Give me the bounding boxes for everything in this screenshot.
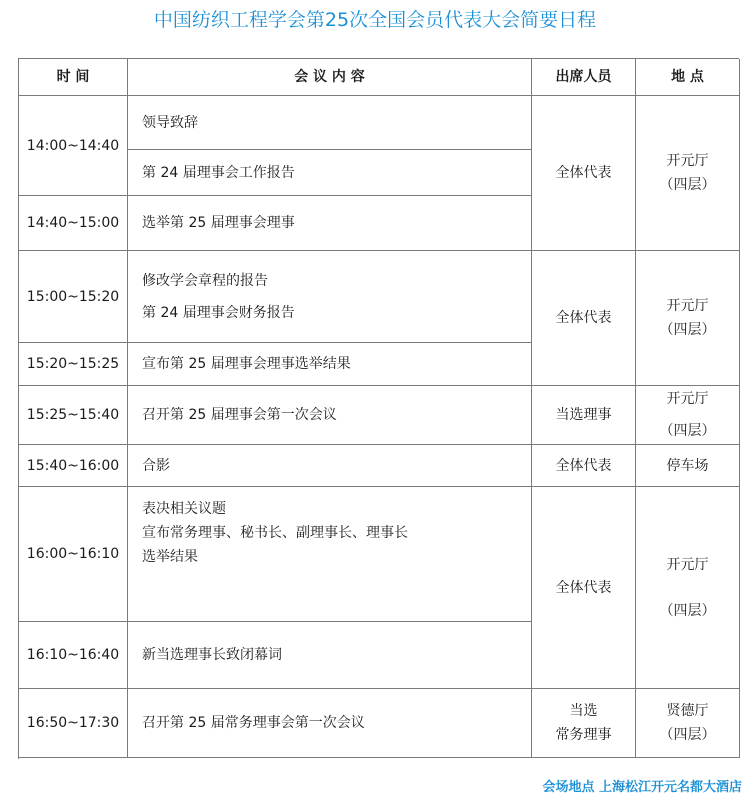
- location-floor: （四层）: [659, 177, 716, 193]
- location-cell: [636, 386, 740, 445]
- header-content: 会 议 内 容: [128, 59, 532, 96]
- agenda-item: 新当选理事长致闭幕词: [128, 622, 532, 689]
- row-time: 14:00~14:40: [19, 96, 128, 196]
- schedule-table: [18, 58, 739, 759]
- venue-footer: 会场地点 上海松江开元名都大酒店: [542, 780, 742, 795]
- attendees-line: 常务理事: [555, 727, 612, 743]
- location-name: 开元厅: [666, 153, 709, 169]
- row-time: 15:25~15:40: [19, 386, 128, 445]
- agenda-line: 宣布常务理事、秘书长、副理事长、理事长: [142, 525, 408, 541]
- agenda-item: 召开第 25 届理事会第一次会议: [128, 386, 532, 445]
- location-cell: [636, 689, 740, 758]
- header-location: 地 点: [636, 59, 740, 96]
- location-floor: （四层）: [659, 423, 716, 439]
- location-floor: （四层）: [659, 602, 716, 619]
- agenda-item: 召开第 25 届常务理事会第一次会议: [128, 689, 532, 758]
- agenda-item: 选举第 25 届理事会理事: [128, 196, 532, 251]
- agenda-line: 第 24 届理事会财务报告: [142, 304, 295, 321]
- row-time: 14:40~15:00: [19, 196, 128, 251]
- row-time: 15:00~15:20: [19, 251, 128, 343]
- attendees-cell: 当选理事: [532, 386, 636, 445]
- header-time: 时 间: [19, 59, 128, 96]
- row-time: 16:10~16:40: [19, 622, 128, 689]
- location-name: 贤德厅: [666, 703, 709, 719]
- agenda-item: [128, 251, 532, 343]
- attendees-cell: 全体代表: [532, 487, 636, 689]
- header-attendees: 出席人员: [532, 59, 636, 96]
- attendees-line: 当选: [569, 703, 598, 719]
- location-cell: [636, 251, 740, 386]
- location-name: 开元厅: [666, 556, 709, 573]
- agenda-item: 宣布第 25 届理事会理事选举结果: [128, 343, 532, 386]
- agenda-item: 合影: [128, 445, 532, 487]
- agenda-item: 第 24 届理事会工作报告: [128, 150, 532, 196]
- row-time: 15:40~16:00: [19, 445, 128, 487]
- attendees-cell: [532, 689, 636, 758]
- location-floor: （四层）: [659, 727, 716, 743]
- attendees-cell: 全体代表: [532, 445, 636, 487]
- agenda-item: [128, 487, 532, 622]
- page-title: 中国纺织工程学会第25次全国会员代表大会简要日程: [153, 9, 597, 31]
- attendees-cell: 全体代表: [532, 251, 636, 386]
- row-time: 15:20~15:25: [19, 343, 128, 386]
- location-cell: [636, 487, 740, 689]
- location-floor: （四层）: [659, 322, 716, 338]
- agenda-line: 表决相关议题: [142, 501, 226, 517]
- row-time: 16:50~17:30: [19, 689, 128, 758]
- agenda-line: 选举结果: [142, 549, 198, 565]
- location-name: 开元厅: [666, 298, 709, 314]
- attendees-cell: 全体代表: [532, 96, 636, 251]
- location-name: 开元厅: [666, 391, 709, 407]
- agenda-line: 修改学会章程的报告: [142, 272, 268, 289]
- row-time: 16:00~16:10: [19, 487, 128, 622]
- location-cell: [636, 96, 740, 251]
- location-cell: 停车场: [636, 445, 740, 487]
- agenda-item: 领导致辞: [128, 96, 532, 150]
